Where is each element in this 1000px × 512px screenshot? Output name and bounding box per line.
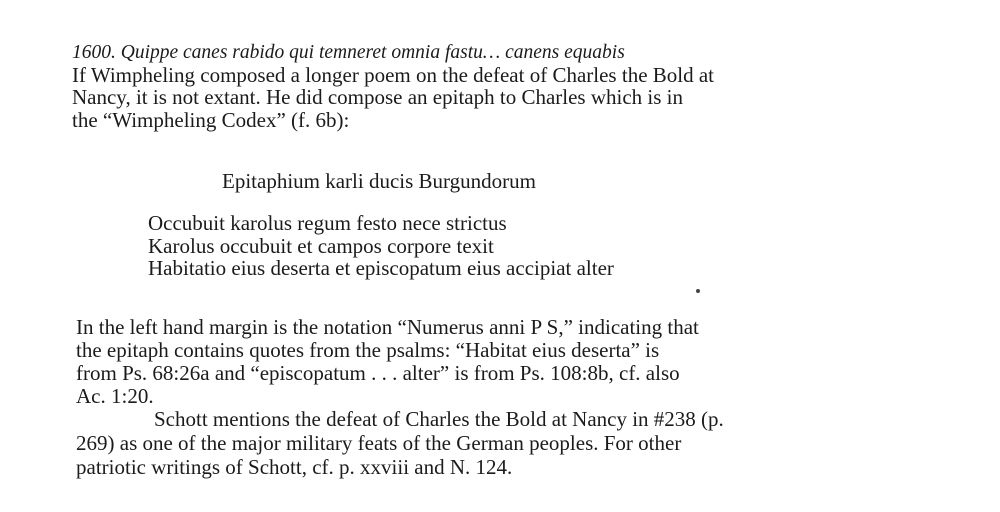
paragraph3-line-1: Schott mentions the defeat of Charles the Bold at Nancy in #238 (p. <box>154 407 724 431</box>
epitaph-verse-3: Habitatio eius deserta et episcopatum eius accipiat alter <box>148 256 614 280</box>
paragraph2-line-2: the epitaph contains quotes from the psalms: “Habitat eius deserta” is <box>76 338 660 362</box>
epitaph-title: Epitaphium karli ducis Burgundorum <box>222 169 536 193</box>
ink-speck <box>696 289 700 293</box>
paragraph2-line-1: In the left hand margin is the notation “Numerus anni P S,” indicating that <box>76 315 699 339</box>
paragraph3-line-2: 269) as one of the major military feats of the German peoples. For other <box>76 431 682 455</box>
paragraph1-line-3: the “Wimpheling Codex” (f. 6b): <box>72 108 350 132</box>
paragraph2-line-4: Ac. 1:20. <box>76 384 154 408</box>
section-number: 1600. <box>72 42 116 63</box>
paragraph3-line-3: patriotic writings of Schott, cf. p. xxviii and N. 124. <box>76 455 513 479</box>
epitaph-verse-1: Occubuit karolus regum festo nece strictus <box>148 211 507 235</box>
section-heading <box>72 42 625 64</box>
epitaph-verse-2: Karolus occubuit et campos corpore texit <box>148 234 494 258</box>
paragraph1-line-2: Nancy, it is not extant. He did compose an epitaph to Charles which is in <box>72 85 684 109</box>
paragraph1-line-1: If Wimpheling composed a longer poem on the defeat of Charles the Bold at <box>72 63 715 87</box>
latin-quotation: Quippe canes rabido qui temneret omnia fastu… canens equabis <box>120 42 625 63</box>
paragraph2-line-3: from Ps. 68:26a and “episcopatum . . . alter” is from Ps. 108:8b, cf. also <box>76 361 680 385</box>
